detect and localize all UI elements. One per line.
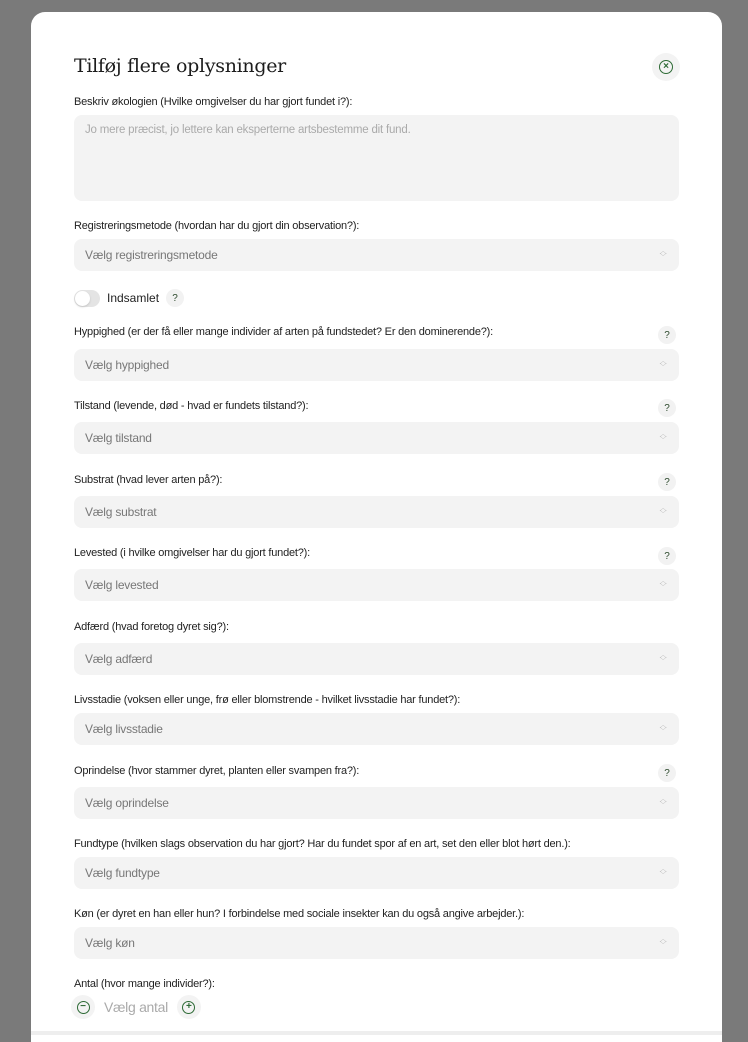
substrate-select[interactable]: [74, 496, 679, 528]
modal-title: Tilføj flere oplysninger: [74, 55, 286, 77]
registration-method-select[interactable]: [74, 239, 679, 271]
habitat-select[interactable]: [74, 569, 679, 601]
count-label: Antal (hvor mange individer?):: [74, 978, 215, 990]
substrate-help-button[interactable]: ?: [658, 473, 676, 491]
registration-method-placeholder: Vælg registreringsmetode: [85, 248, 218, 262]
frequency-select[interactable]: [74, 349, 679, 381]
decrement-button[interactable]: [71, 995, 95, 1019]
condition-label: Tilstand (levende, død - hvad er fundets tilstand?):: [74, 400, 309, 412]
origin-select[interactable]: [74, 787, 679, 819]
origin-placeholder: Vælg oprindelse: [85, 796, 169, 810]
find-type-label: Fundtype (hvilken slags observation du har gjort? Har du fundet spor af en art, set den eller blot hørt den.):: [74, 838, 571, 850]
frequency-help-button[interactable]: ?: [658, 326, 676, 344]
sex-label: Køn (er dyret en han eller hun? I forbindelse med sociale insekter kan du også angive arbejder.):: [74, 908, 525, 920]
chevron-updown-icon: ︿ ﹀: [659, 505, 667, 518]
close-circle-icon: ×: [659, 60, 673, 74]
habitat-placeholder: Vælg levested: [85, 578, 159, 592]
ecology-textarea[interactable]: [74, 115, 679, 201]
chevron-updown-icon: ︿ ﹀: [659, 866, 667, 879]
find-type-select[interactable]: [74, 857, 679, 889]
collected-toggle[interactable]: [74, 290, 100, 307]
origin-label: Oprindelse (hvor stammer dyret, planten eller svampen fra?):: [74, 765, 360, 777]
habitat-help-button[interactable]: ?: [658, 547, 676, 565]
collected-help-button[interactable]: ?: [166, 289, 184, 307]
ecology-label: Beskriv økologien (Hvilke omgivelser du har gjort fundet i?):: [74, 96, 353, 108]
registration-method-label: Registreringsmetode (hvordan har du gjort din observation?):: [74, 220, 360, 232]
substrate-placeholder: Vælg substrat: [85, 505, 157, 519]
chevron-updown-icon: ︿ ﹀: [659, 248, 667, 261]
toggle-knob: [75, 291, 90, 306]
condition-placeholder: Vælg tilstand: [85, 431, 152, 445]
chevron-updown-icon: ︿ ﹀: [659, 578, 667, 591]
close-button[interactable]: [652, 53, 680, 81]
ecology-placeholder: Jo mere præcist, jo lettere kan eksperterne artsbestemme dit fund.: [85, 124, 411, 136]
frequency-label: Hyppighed (er der få eller mange individer af arten på fundstedet? Er den dominerende?):: [74, 326, 494, 338]
add-info-modal: [31, 12, 722, 1042]
collected-label: Indsamlet: [107, 291, 160, 305]
count-stepper: [71, 995, 201, 1019]
sex-select[interactable]: [74, 927, 679, 959]
chevron-updown-icon: ︿ ﹀: [659, 358, 667, 371]
condition-select[interactable]: [74, 422, 679, 454]
collected-toggle-row: [74, 289, 184, 307]
chevron-updown-icon: ︿ ﹀: [659, 722, 667, 735]
habitat-label: Levested (i hvilke omgivelser har du gjort fundet?):: [74, 547, 311, 559]
frequency-placeholder: Vælg hyppighed: [85, 358, 169, 372]
condition-help-button[interactable]: ?: [658, 399, 676, 417]
modal-bottom-edge: [31, 1031, 722, 1035]
behavior-label: Adfærd (hvad foretog dyret sig?):: [74, 621, 229, 633]
origin-help-button[interactable]: ?: [658, 764, 676, 782]
chevron-updown-icon: ︿ ﹀: [659, 936, 667, 949]
find-type-placeholder: Vælg fundtype: [85, 866, 160, 880]
life-stage-label: Livsstadie (voksen eller unge, frø eller blomstrende - hvilket livsstadie har fundet?):: [74, 694, 461, 706]
life-stage-placeholder: Vælg livsstadie: [85, 722, 163, 736]
minus-circle-icon: −: [77, 1001, 90, 1014]
chevron-updown-icon: ︿ ﹀: [659, 431, 667, 444]
count-input[interactable]: Vælg antal: [104, 999, 168, 1015]
life-stage-select[interactable]: [74, 713, 679, 745]
behavior-select[interactable]: [74, 643, 679, 675]
increment-button[interactable]: [177, 995, 201, 1019]
chevron-updown-icon: ︿ ﹀: [659, 652, 667, 665]
sex-placeholder: Vælg køn: [85, 936, 135, 950]
behavior-placeholder: Vælg adfærd: [85, 652, 153, 666]
chevron-updown-icon: ︿ ﹀: [659, 796, 667, 809]
substrate-label: Substrat (hvad lever arten på?):: [74, 474, 223, 486]
plus-circle-icon: +: [182, 1001, 195, 1014]
